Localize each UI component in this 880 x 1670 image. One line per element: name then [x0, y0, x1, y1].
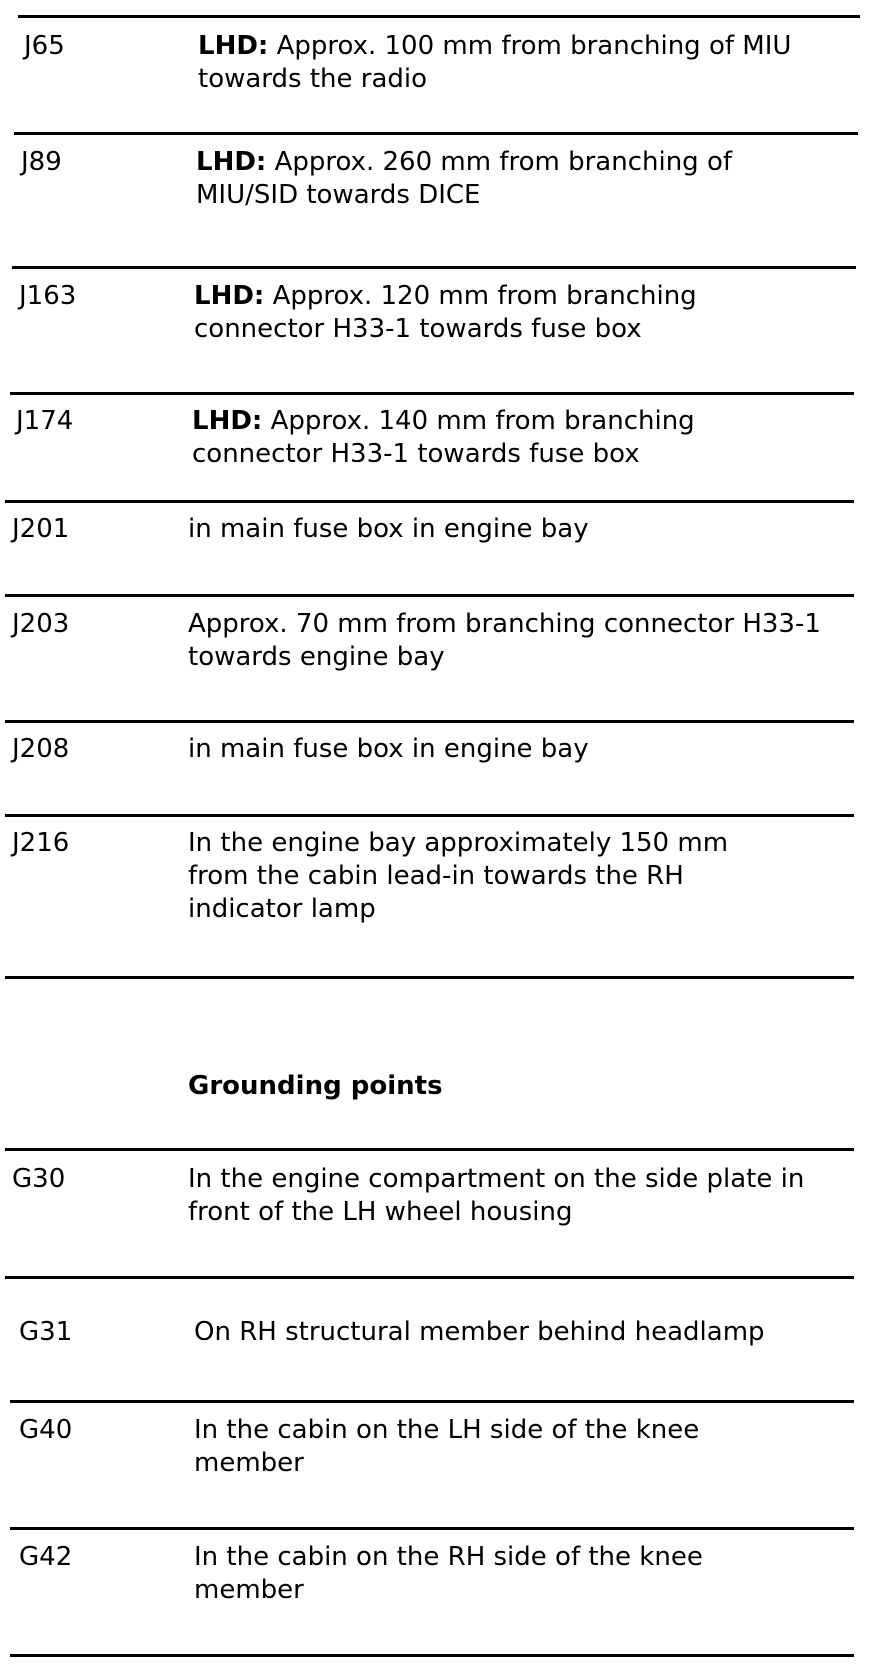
row-divider: [10, 1527, 854, 1530]
lhd-prefix: LHD:: [198, 31, 269, 61]
row-divider: [5, 1148, 854, 1151]
junction-description: In the engine bay approximately 150 mm from the cabin lead-in towards the RH indicator lamp: [188, 828, 729, 924]
junction-code: J208: [12, 734, 70, 764]
junction-description: [196, 146, 821, 212]
junction-text: Approx. 120 mm from branching connector H33-1 towards fuse box: [194, 281, 697, 344]
junction-description: [198, 30, 860, 96]
row-divider: [5, 594, 854, 597]
grounding-code: G31: [19, 1317, 73, 1347]
row-divider: [5, 814, 854, 817]
junction-text: Approx. 140 mm from branching connector H33-1 towards fuse box: [192, 406, 695, 469]
row-divider: [18, 15, 860, 18]
junction-text: Approx. 100 mm from branching of MIU towards the radio: [198, 31, 792, 94]
junction-code: J216: [12, 828, 70, 858]
junction-code: J201: [12, 514, 70, 544]
lhd-prefix: LHD:: [196, 147, 267, 177]
grounding-description: In the engine compartment on the side plate in front of the LH wheel housing: [188, 1164, 805, 1227]
row-divider: [5, 720, 854, 723]
junction-description: [194, 280, 804, 346]
junction-text: Approx. 260 mm from branching of MIU/SID towards DICE: [196, 147, 733, 210]
junction-code: J65: [24, 31, 65, 61]
junction-code: J203: [12, 609, 70, 639]
row-divider: [5, 976, 854, 979]
lhd-prefix: LHD:: [192, 406, 263, 436]
lhd-prefix: LHD:: [194, 281, 265, 311]
grounding-description: On RH structural member behind headlamp: [194, 1317, 765, 1347]
junction-description: in main fuse box in engine bay: [188, 514, 589, 544]
junction-code: J163: [19, 281, 77, 311]
row-divider: [5, 1276, 854, 1279]
grounding-code: G42: [19, 1542, 73, 1572]
grounding-code: G30: [12, 1164, 66, 1194]
row-divider: [10, 392, 854, 395]
grounding-description: In the cabin on the RH side of the knee member: [194, 1542, 703, 1605]
row-divider: [10, 1400, 854, 1403]
junction-description: [192, 405, 802, 471]
grounding-code: G40: [19, 1415, 73, 1445]
junction-code: J89: [21, 147, 62, 177]
junction-description: Approx. 70 mm from branching connector H33-1 towards engine bay: [188, 609, 821, 672]
row-divider: [5, 500, 854, 503]
row-divider: [12, 266, 856, 269]
row-divider: [14, 132, 858, 135]
grounding-description: In the cabin on the LH side of the knee member: [194, 1415, 700, 1478]
junction-description: in main fuse box in engine bay: [188, 734, 589, 764]
junction-code: J174: [16, 406, 74, 436]
row-divider: [10, 1654, 854, 1657]
section-heading: Grounding points: [188, 1071, 443, 1101]
